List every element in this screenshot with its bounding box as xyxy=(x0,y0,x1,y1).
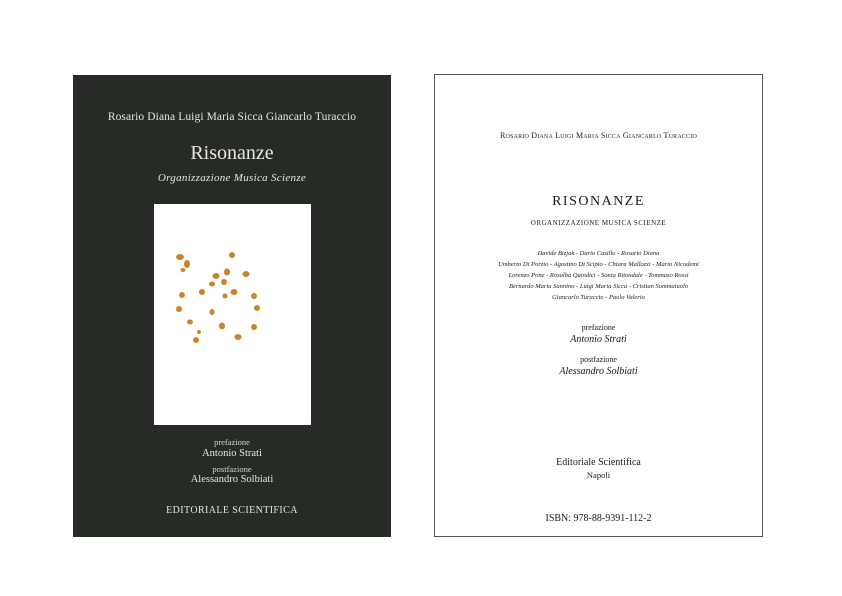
title-page xyxy=(434,74,763,537)
contributors-list xyxy=(435,248,762,303)
contributors-line: Umberto Di Porzio - Agostino Di Scipio - Chiara Mallozzi - Mario Nicodemi xyxy=(498,261,699,268)
contributors-line: Bernardo Maria Sannino - Luigi Maria Sicca - Cristian Sommaiuolo xyxy=(508,283,689,290)
title-page-city: Napoli xyxy=(586,470,611,480)
contributors-line: Giancarlo Turaccio - Paolo Valerio xyxy=(552,294,645,301)
contributors-line: Davide Bizjak - Dario Casillo - Rosario Diana xyxy=(537,250,660,257)
title-page-postface-label: postfazione xyxy=(580,355,617,364)
scattered-flakes-image xyxy=(154,204,311,425)
title-page-authors: Rosario Diana Luigi Maria Sicca Giancarlo Turaccio xyxy=(499,131,698,140)
isbn-number: ISBN: 978-88-9391-112-2 xyxy=(545,513,652,524)
cover-subtitle: Organizzazione Musica Scienze xyxy=(157,172,307,184)
book-cover xyxy=(73,75,391,537)
cover-preface-label: prefazione xyxy=(214,437,250,447)
cover-artwork xyxy=(154,204,311,425)
title-page-publisher: Editoriale Scientifica xyxy=(556,457,641,468)
cover-authors: Rosario Diana Luigi Maria Sicca Giancarlo Turaccio xyxy=(107,111,357,123)
cover-postface-author: Alessandro Solbiati xyxy=(190,474,274,485)
cover-title: Risonanze xyxy=(190,142,274,164)
cover-publisher: EDITORIALE SCIENTIFICA xyxy=(166,505,298,516)
title-page-preface-label: prefazione xyxy=(581,323,616,332)
title-page-subtitle: ORGANIZZAZIONE MUSICA SCIENZE xyxy=(530,219,667,227)
cover-postface-label: postfazione xyxy=(212,464,252,474)
title-page-title: RISONANZE xyxy=(552,194,645,209)
title-page-postface-author: Alessandro Solbiati xyxy=(559,366,638,377)
cover-preface-author: Antonio Strati xyxy=(202,448,262,459)
title-page-preface-author: Antonio Strati xyxy=(570,334,627,345)
contributors-line: Lorenzo Pone - Rosalba Quindici - Sonia Ritondale - Tommaso Rossi xyxy=(508,272,689,279)
